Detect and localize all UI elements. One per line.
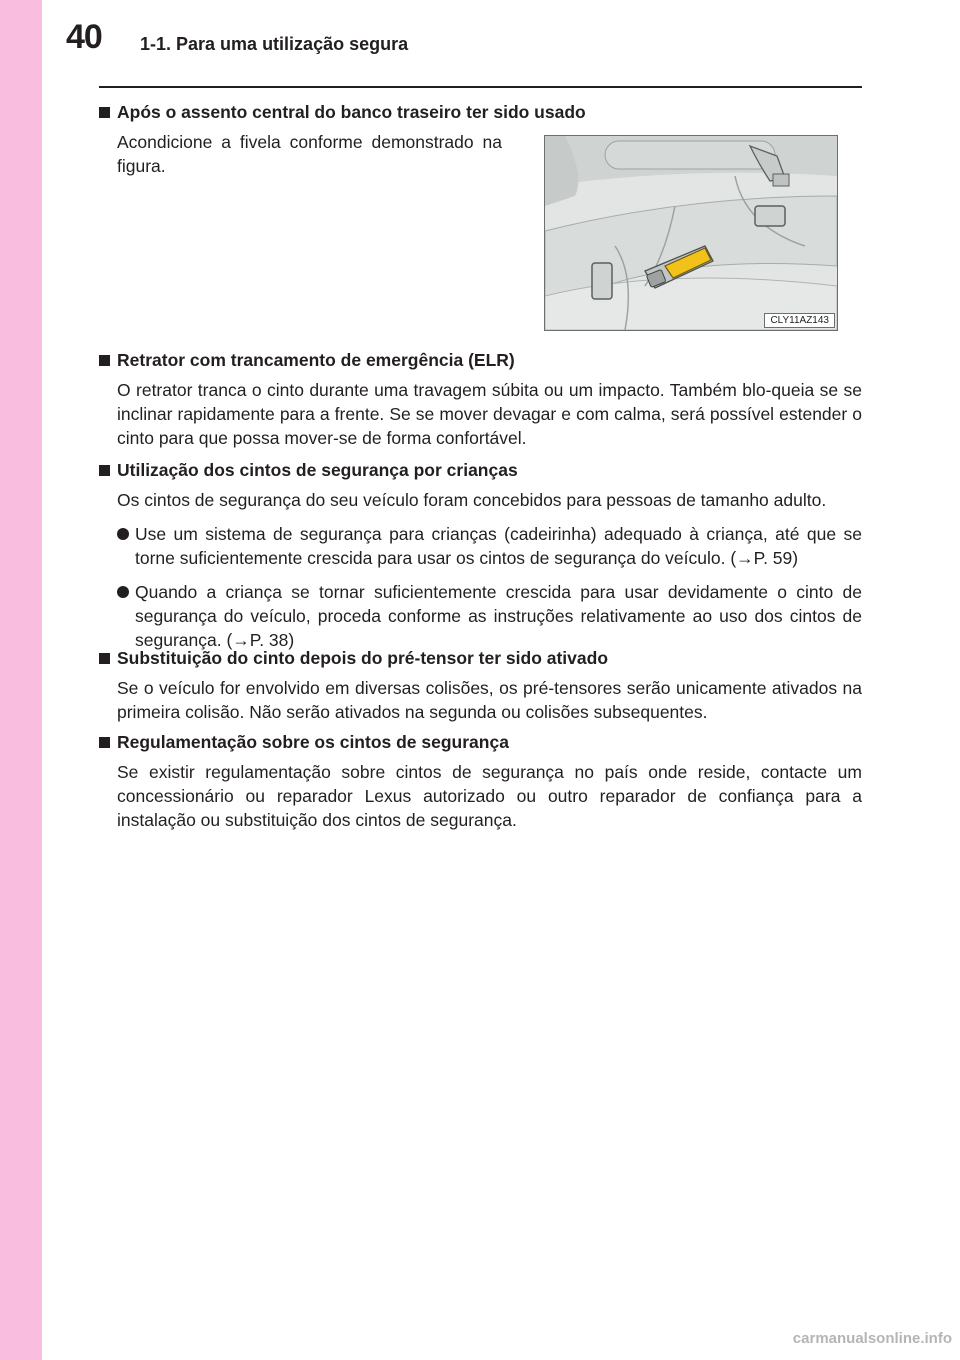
square-bullet-icon xyxy=(99,465,110,476)
list-item xyxy=(117,580,862,652)
heading-text: Após o assento central do banco traseiro ter sido usado xyxy=(117,102,586,122)
section-heading xyxy=(99,100,862,124)
heading-text: Regulamentação sobre os cintos de segurança xyxy=(117,732,509,752)
running-head: 1-1. Para uma utilização segura xyxy=(140,34,409,54)
section-children xyxy=(99,458,862,652)
section-elr xyxy=(99,348,862,450)
section-body: Os cintos de segurança do seu veículo foram concebidos para pessoas de tamanho adulto. xyxy=(117,490,827,510)
list-item-text: Quando a criança se tornar suficientemente crescida para usar devidamente o cinto de segurança do veículo, proceda conforme as instruções relativamente ao uso dos cintos de segurança. (→P. 38) xyxy=(135,582,862,650)
round-bullet-icon xyxy=(117,528,129,540)
list-item xyxy=(117,522,862,570)
section-body: O retrator tranca o cinto durante uma travagem súbita ou um impacto. Também blo-queia se se inclinar rapidamente para a frente. Se se mover devagar e com calma, será possível estender o cinto para que possa mover-se de forma confortável. xyxy=(117,380,862,448)
round-bullet-icon xyxy=(117,586,129,598)
section-heading xyxy=(99,458,862,482)
rear-seat-illustration xyxy=(545,136,837,330)
figure-code: CLY11AZ143 xyxy=(764,313,835,328)
section-regulations xyxy=(99,730,862,832)
section-heading xyxy=(99,348,862,372)
chapter-tab-bar xyxy=(0,0,42,1360)
page-number: 40 xyxy=(66,18,102,56)
section-heading xyxy=(99,730,862,754)
list-item-text: Use um sistema de segurança para crianças (cadeirinha) adequado à criança, até que se torne suficientemente crescida para usar os cintos de segurança do veículo. (→P. 59) xyxy=(135,524,862,568)
header-divider xyxy=(99,86,862,88)
watermark: carmanualsonline.info xyxy=(792,1330,952,1347)
section-body: Se o veículo for envolvido em diversas colisões, os pré-tensores serão unicamente ativados na primeira colisão. Não serão ativados na segunda ou colisões subsequentes. xyxy=(117,678,862,722)
section-heading xyxy=(99,646,862,670)
heading-text: Retrator com trancamento de emergência (ELR) xyxy=(117,350,515,370)
figure-rear-seat-buckle xyxy=(544,135,838,331)
heading-text: Substituição do cinto depois do pré-tensor ter sido ativado xyxy=(117,648,609,668)
square-bullet-icon xyxy=(99,355,110,366)
square-bullet-icon xyxy=(99,107,110,118)
section-body: Se existir regulamentação sobre cintos de segurança no país onde reside, contacte um concessionário ou reparador Lexus autorizado ou outro reparador de confiança para a instalação ou substituição dos cintos de segurança. xyxy=(117,762,862,830)
heading-text: Utilização dos cintos de segurança por crianças xyxy=(117,460,518,480)
section-body: Acondicione a fivela conforme demonstrado na figura. xyxy=(117,132,502,176)
square-bullet-icon xyxy=(99,737,110,748)
square-bullet-icon xyxy=(99,653,110,664)
section-pretensioner xyxy=(99,646,862,724)
